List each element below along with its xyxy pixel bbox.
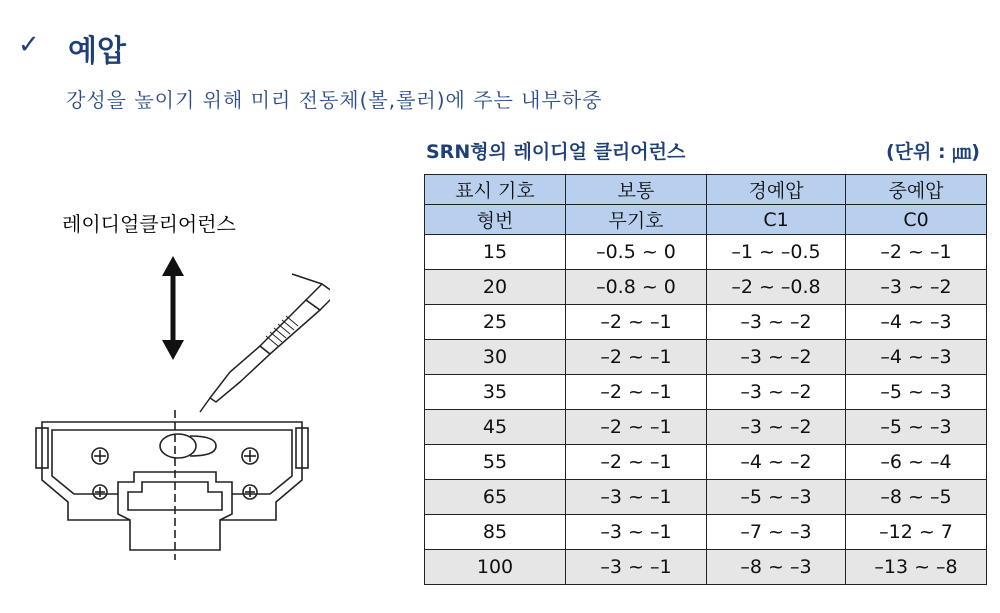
header-cell: 무기호: [566, 205, 707, 235]
radial-clearance-table: [424, 174, 987, 585]
c1-cell: –8 ~ –3: [707, 550, 846, 585]
model-cell: 100: [425, 550, 566, 585]
header-cell: 표시 기호: [425, 175, 566, 205]
normal-cell: –2 ~ –1: [566, 305, 707, 340]
normal-cell: –2 ~ –1: [566, 340, 707, 375]
c0-cell: –8 ~ –5: [846, 480, 987, 515]
header-row-symbol: [425, 175, 987, 205]
c1-cell: –3 ~ –2: [707, 305, 846, 340]
model-cell: 45: [425, 410, 566, 445]
table-row: [425, 235, 987, 270]
table-row: [425, 270, 987, 305]
model-cell: 55: [425, 445, 566, 480]
model-cell: 20: [425, 270, 566, 305]
normal-cell: –0.8 ~ 0: [566, 270, 707, 305]
double-arrow-icon: [162, 256, 184, 360]
check-mark-icon: ✓: [18, 30, 40, 60]
radial-clearance-label: 레이디얼클리어런스: [62, 212, 236, 236]
dial-gauge-icon: [200, 274, 330, 412]
model-cell: 65: [425, 480, 566, 515]
c0-cell: –13 ~ –8: [846, 550, 987, 585]
page-subtitle: 강성을 높이기 위해 미리 전동체(볼,롤러)에 주는 내부하중: [66, 88, 603, 112]
model-cell: 85: [425, 515, 566, 550]
unit-label: (단위 : ㎛): [886, 141, 980, 163]
c0-cell: –5 ~ –3: [846, 375, 987, 410]
c1-cell: –1 ~ –0.5: [707, 235, 846, 270]
header-cell: 중예압: [846, 175, 987, 205]
header-cell: 경예압: [707, 175, 846, 205]
c0-cell: –6 ~ –4: [846, 445, 987, 480]
normal-cell: –2 ~ –1: [566, 445, 707, 480]
c1-cell: –3 ~ –2: [707, 410, 846, 445]
table-row: [425, 515, 987, 550]
table-row: [425, 305, 987, 340]
header-cell: 형번: [425, 205, 566, 235]
normal-cell: –3 ~ –1: [566, 515, 707, 550]
c0-cell: –4 ~ –3: [846, 305, 987, 340]
table-row: [425, 445, 987, 480]
c1-cell: –5 ~ –3: [707, 480, 846, 515]
normal-cell: –3 ~ –1: [566, 480, 707, 515]
c1-cell: –4 ~ –2: [707, 445, 846, 480]
header-cell: C0: [846, 205, 987, 235]
model-cell: 30: [425, 340, 566, 375]
c0-cell: –4 ~ –3: [846, 340, 987, 375]
table-caption: SRN형의 레이디얼 클리어런스: [426, 141, 686, 163]
linear-guide-block-icon: [36, 410, 308, 560]
header-cell: C1: [707, 205, 846, 235]
c0-cell: –5 ~ –3: [846, 410, 987, 445]
table-row: [425, 340, 987, 375]
normal-cell: –2 ~ –1: [566, 410, 707, 445]
normal-cell: –3 ~ –1: [566, 550, 707, 585]
c1-cell: –7 ~ –3: [707, 515, 846, 550]
normal-cell: –2 ~ –1: [566, 375, 707, 410]
model-cell: 15: [425, 235, 566, 270]
table-row: [425, 550, 987, 585]
normal-cell: –0.5 ~ 0: [566, 235, 707, 270]
table-row: [425, 375, 987, 410]
header-cell: 보통: [566, 175, 707, 205]
model-cell: 35: [425, 375, 566, 410]
c0-cell: –12 ~ 7: [846, 515, 987, 550]
c1-cell: –3 ~ –2: [707, 340, 846, 375]
header-row-model: [425, 205, 987, 235]
c0-cell: –2 ~ –1: [846, 235, 987, 270]
c0-cell: –3 ~ –2: [846, 270, 987, 305]
c1-cell: –2 ~ –0.8: [707, 270, 846, 305]
table-row: [425, 480, 987, 515]
c1-cell: –3 ~ –2: [707, 375, 846, 410]
linear-guide-diagram: [30, 250, 330, 570]
page-title: 예압: [68, 34, 126, 69]
model-cell: 25: [425, 305, 566, 340]
table-row: [425, 410, 987, 445]
